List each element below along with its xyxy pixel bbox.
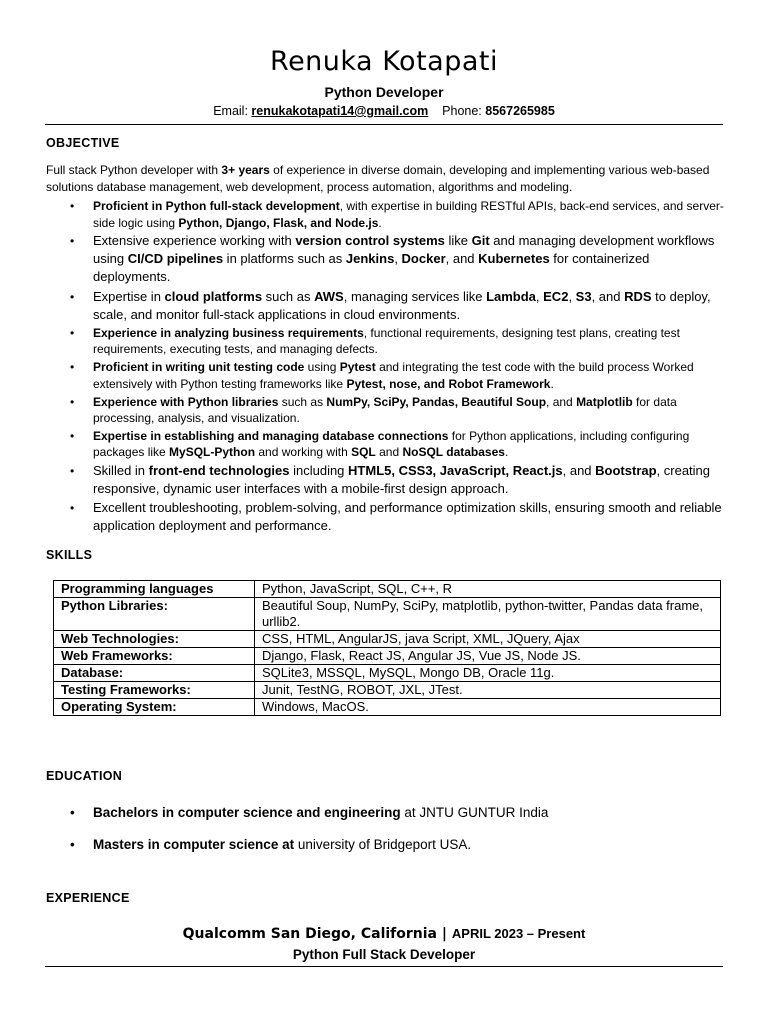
job-dates: APRIL 2023 – Present <box>451 926 586 941</box>
skill-values: Django, Flask, React JS, Angular JS, Vue JS, Node JS. <box>255 648 721 665</box>
body-text: , managing services like <box>343 288 487 304</box>
emphasis-text: HTML5, CSS3, JavaScript, React.js <box>348 463 563 479</box>
objective-bullet <box>46 499 726 535</box>
skill-values: Python, JavaScript, SQL, C++, R <box>255 581 721 598</box>
emphasis-text: CI/CD pipelines <box>127 251 224 267</box>
body-text: and working with <box>255 445 352 460</box>
skill-category: Web Frameworks: <box>54 648 255 665</box>
bullet-icon: • <box>70 464 75 479</box>
skill-category: Testing Frameworks: <box>54 682 255 699</box>
body-text: and managing development workflows using <box>93 233 715 267</box>
emphasis-text: Docker <box>401 251 446 267</box>
body-text: Extensive experience working with <box>93 233 296 249</box>
education-school: university of Bridgeport USA. <box>294 837 472 852</box>
skill-values: Windows, MacOS. <box>255 699 721 716</box>
objective-bullet <box>46 198 726 231</box>
skills-row <box>54 699 721 716</box>
body-text: , and <box>562 463 596 479</box>
emphasis-text: Git <box>471 233 490 249</box>
objective-bullet <box>46 232 726 286</box>
bullet-icon: • <box>70 360 75 375</box>
body-text: and integrating the test code with the build process Worked extensively with Python testing frameworks like <box>93 360 694 391</box>
skill-values: CSS, HTML, AngularJS, java Script, XML, JQuery, Ajax <box>255 631 721 648</box>
skill-category: Python Libraries: <box>54 598 255 631</box>
body-text: to deploy, scale, and monitor full-stack applications in cloud environments. <box>93 288 711 322</box>
body-text: like <box>444 233 472 249</box>
emphasis-text: AWS <box>314 288 344 304</box>
objective-bullet <box>46 359 726 392</box>
objective-intro <box>46 162 726 196</box>
phone-label: Phone: <box>442 104 482 118</box>
emphasis-text: NumPy, SciPy, Pandas, Beautiful Soup <box>326 394 547 409</box>
objective-bullet <box>46 325 726 358</box>
emphasis-text: Pytest, nose, and Robot Framework <box>346 376 551 391</box>
skills-table <box>53 580 721 716</box>
body-text: such as <box>278 394 327 409</box>
candidate-name: Renuka Kotapati <box>270 46 498 77</box>
skill-values: Junit, TestNG, ROBOT, JXL, JTest. <box>255 682 721 699</box>
body-text: , creating responsive, dynamic user interfaces with a mobile-first design approach. <box>93 463 711 497</box>
phone-number: 8567265985 <box>485 104 555 118</box>
emphasis-text: Python, Django, Flask, and Node.js <box>178 215 379 230</box>
bullet-icon: • <box>70 325 75 340</box>
job-separator: | <box>437 926 452 942</box>
body-text: Expertise in <box>93 288 165 304</box>
job-role: Python Full Stack Developer <box>292 947 476 962</box>
body-text: for data processing, analysis, and visualization. <box>93 394 677 426</box>
objective-bullet <box>46 394 726 427</box>
education-degree: Masters in computer science at <box>93 837 295 852</box>
emphasis-text: MySQL-Python <box>169 445 256 460</box>
body-text: of experience in diverse domain, developing and implementing various web-based solutions database management, web development, process automation, algorithms and modeling. <box>46 163 710 194</box>
bullet-icon: • <box>70 805 75 820</box>
skills-row <box>54 665 721 682</box>
skill-category: Operating System: <box>54 699 255 716</box>
skill-values: SQLite3, MSSQL, MySQL, Mongo DB, Oracle 11g. <box>255 665 721 682</box>
emphasis-text: NoSQL databases <box>402 445 505 460</box>
objective-bullet <box>46 428 726 461</box>
skills-heading: SKILLS <box>46 548 93 562</box>
skill-category: Web Technologies: <box>54 631 255 648</box>
contact-line <box>0 104 768 118</box>
email-link[interactable]: renukakotapati14@gmail.com <box>251 104 429 118</box>
body-text: , and <box>546 394 577 409</box>
candidate-title: Python Developer <box>324 84 444 100</box>
body-text: Skilled in <box>93 463 149 479</box>
skills-row <box>54 631 721 648</box>
body-text: such as <box>262 288 315 304</box>
body-text: . <box>550 376 554 391</box>
body-text: , <box>535 288 544 304</box>
emphasis-text: S3 <box>575 288 592 304</box>
emphasis-text: Lambda <box>486 288 536 304</box>
body-text: for containerized deployments. <box>93 251 650 285</box>
emphasis-text: Bootstrap <box>595 463 657 479</box>
emphasis-text: Jenkins <box>345 251 395 267</box>
header-divider <box>45 124 723 125</box>
bullet-icon: • <box>70 289 75 304</box>
job-company: Qualcomm San Diego, California <box>182 926 438 942</box>
emphasis-text: Expertise in establishing and managing database connections <box>93 428 449 443</box>
body-text: for Python applications, including configuring packages like <box>93 428 690 460</box>
education-school: at JNTU GUNTUR India <box>400 805 549 820</box>
emphasis-text: Matplotlib <box>576 394 633 409</box>
emphasis-text: Experience with Python libraries <box>93 394 279 409</box>
body-text: , functional requirements, designing test plans, creating test requirements, executing tests, and managing defects. <box>93 325 680 357</box>
body-text: Excellent troubleshooting, problem-solving, and performance optimization skills, ensuring smooth and reliable application deployment and performance. <box>93 500 722 534</box>
emphasis-text: front-end technologies <box>148 463 290 479</box>
emphasis-text: EC2 <box>543 288 569 304</box>
emphasis-text: Proficient in Python full-stack development <box>93 199 340 213</box>
body-text: , with expertise in building RESTful APIs, back-end services, and server-side logic using <box>93 199 724 230</box>
education-heading: EDUCATION <box>46 769 123 783</box>
education-degree: Bachelors in computer science and engineering <box>93 805 401 820</box>
skill-values: Beautiful Soup, NumPy, SciPy, matplotlib, python-twitter, Pandas data frame, urllib2. <box>255 598 721 631</box>
objective-bullet <box>46 288 726 324</box>
body-text: , and <box>591 288 625 304</box>
emphasis-text: cloud platforms <box>164 288 263 304</box>
emphasis-text: 3+ years <box>221 163 270 177</box>
job-header <box>0 926 768 942</box>
experience-heading: EXPERIENCE <box>46 891 130 905</box>
body-text: Full stack Python developer with <box>46 163 222 177</box>
emphasis-text: version control systems <box>295 233 445 249</box>
bullet-icon: • <box>70 501 75 516</box>
bullet-icon: • <box>70 234 75 249</box>
body-text: , <box>394 251 402 267</box>
email-label: Email: <box>213 104 248 118</box>
body-text: . <box>378 215 382 230</box>
skills-row <box>54 648 721 665</box>
emphasis-text: Kubernetes <box>478 251 550 267</box>
objective-heading: OBJECTIVE <box>46 136 120 150</box>
objective-bullet-list <box>46 198 726 537</box>
objective-bullet <box>46 462 726 498</box>
body-text: using <box>304 360 340 375</box>
body-text: , and <box>445 251 479 267</box>
body-text: in platforms such as <box>223 251 346 267</box>
skill-category: Programming languages <box>54 581 255 598</box>
bullet-icon: • <box>70 428 75 443</box>
bullet-icon: • <box>70 837 75 852</box>
emphasis-text: Proficient in writing unit testing code <box>93 360 305 375</box>
emphasis-text: SQL <box>351 445 376 460</box>
bullet-icon: • <box>70 199 75 213</box>
body-text: including <box>289 463 349 479</box>
body-text: . <box>504 445 509 460</box>
body-text: , <box>568 288 576 304</box>
skill-category: Database: <box>54 665 255 682</box>
experience-divider <box>45 966 723 967</box>
skills-row <box>54 598 721 631</box>
emphasis-text: RDS <box>624 288 652 304</box>
emphasis-text: Pytest <box>339 360 376 375</box>
body-text: and <box>375 445 403 460</box>
skills-row <box>54 682 721 699</box>
skills-row <box>54 581 721 598</box>
emphasis-text: Experience in analyzing business requirements <box>93 325 364 340</box>
bullet-icon: • <box>70 394 75 409</box>
